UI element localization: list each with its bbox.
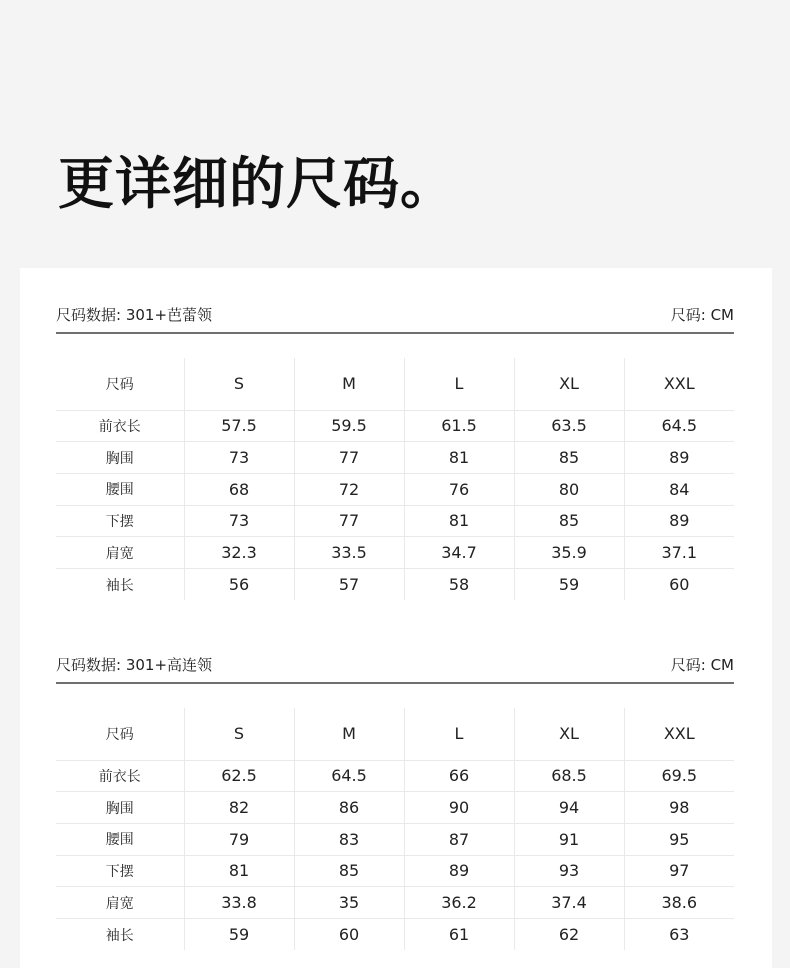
header-divider — [56, 332, 734, 334]
measurement-label: 前衣长 — [56, 410, 184, 442]
size-chart-card — [20, 268, 772, 968]
size-section-high-collar — [56, 654, 734, 950]
measurement-value: 87 — [404, 823, 514, 855]
measurement-value: 38.6 — [624, 887, 734, 919]
measurement-value: 56 — [184, 568, 294, 600]
size-table — [56, 358, 734, 600]
section-header — [56, 304, 734, 324]
measurement-value: 94 — [514, 792, 624, 824]
table-row — [56, 918, 734, 950]
table-row — [56, 505, 734, 537]
column-header-label: 尺码 — [105, 726, 134, 743]
measurement-label: 腰围 — [56, 473, 184, 505]
unit-label: 尺码: CM — [670, 655, 734, 674]
measurement-value: 58 — [404, 568, 514, 600]
measurement-value: 60 — [294, 918, 404, 950]
measurement-value: 86 — [294, 792, 404, 824]
measurement-value: 82 — [184, 792, 294, 824]
measurement-value: 57.5 — [184, 410, 294, 442]
measurement-value: 59 — [514, 568, 624, 600]
measurement-value: 85 — [294, 855, 404, 887]
column-header-size: L — [404, 708, 514, 760]
measurement-value: 68.5 — [514, 760, 624, 792]
measurement-value: 73 — [184, 505, 294, 537]
measurement-value: 36.2 — [404, 887, 514, 919]
measurement-value: 90 — [404, 792, 514, 824]
measurement-value: 63.5 — [514, 410, 624, 442]
measurement-value: 93 — [514, 855, 624, 887]
measurement-label: 下摆 — [56, 505, 184, 537]
measurement-value: 59 — [184, 918, 294, 950]
measurement-value: 61.5 — [404, 410, 514, 442]
section-heading: 尺码数据: 301+高连领 — [56, 655, 213, 674]
measurement-value: 62.5 — [184, 760, 294, 792]
column-header-size: S — [184, 708, 294, 760]
measurement-value: 79 — [184, 823, 294, 855]
measurement-label: 腰围 — [56, 823, 184, 855]
measurement-label: 肩宽 — [56, 537, 184, 569]
measurement-value: 89 — [624, 505, 734, 537]
measurement-value: 98 — [624, 792, 734, 824]
measurement-label: 袖长 — [56, 568, 184, 600]
column-header-size: XXL — [624, 708, 734, 760]
size-table — [56, 708, 734, 950]
measurement-value: 68 — [184, 473, 294, 505]
page-title: 更详细的尺码。 — [58, 152, 457, 217]
measurement-value: 85 — [514, 505, 624, 537]
measurement-value: 64.5 — [624, 410, 734, 442]
measurement-value: 83 — [294, 823, 404, 855]
column-header-size: L — [404, 358, 514, 410]
table-row — [56, 410, 734, 442]
measurement-label: 袖长 — [56, 918, 184, 950]
measurement-value: 32.3 — [184, 537, 294, 569]
column-header-size: M — [294, 708, 404, 760]
measurement-label: 胸围 — [56, 792, 184, 824]
unit-label: 尺码: CM — [670, 305, 734, 324]
column-header-size: M — [294, 358, 404, 410]
column-header-size: XXL — [624, 358, 734, 410]
measurement-label: 肩宽 — [56, 887, 184, 919]
measurement-value: 89 — [404, 855, 514, 887]
measurement-value: 64.5 — [294, 760, 404, 792]
measurement-value: 57 — [294, 568, 404, 600]
measurement-label: 胸围 — [56, 442, 184, 474]
size-section-ballet-collar — [56, 304, 734, 600]
section-heading: 尺码数据: 301+芭蕾领 — [56, 305, 213, 324]
measurement-value: 81 — [184, 855, 294, 887]
table-header-row — [56, 358, 734, 410]
measurement-value: 34.7 — [404, 537, 514, 569]
table-row — [56, 473, 734, 505]
measurement-value: 80 — [514, 473, 624, 505]
column-header-size: S — [184, 358, 294, 410]
measurement-value: 72 — [294, 473, 404, 505]
measurement-value: 91 — [514, 823, 624, 855]
table-row — [56, 537, 734, 569]
measurement-value: 37.4 — [514, 887, 624, 919]
measurement-value: 33.5 — [294, 537, 404, 569]
measurement-value: 81 — [404, 442, 514, 474]
table-row — [56, 568, 734, 600]
column-header-size: XL — [514, 708, 624, 760]
section-header — [56, 654, 734, 674]
measurement-value: 95 — [624, 823, 734, 855]
measurement-label: 下摆 — [56, 855, 184, 887]
measurement-value: 35.9 — [514, 537, 624, 569]
table-row — [56, 823, 734, 855]
measurement-value: 63 — [624, 918, 734, 950]
measurement-value: 85 — [514, 442, 624, 474]
measurement-value: 35 — [294, 887, 404, 919]
table-row — [56, 442, 734, 474]
measurement-value: 60 — [624, 568, 734, 600]
table-header-row — [56, 708, 734, 760]
table-row — [56, 855, 734, 887]
table-row — [56, 792, 734, 824]
table-row — [56, 760, 734, 792]
measurement-value: 69.5 — [624, 760, 734, 792]
measurement-value: 33.8 — [184, 887, 294, 919]
measurement-value: 76 — [404, 473, 514, 505]
measurement-value: 97 — [624, 855, 734, 887]
measurement-value: 66 — [404, 760, 514, 792]
measurement-value: 84 — [624, 473, 734, 505]
measurement-label: 前衣长 — [56, 760, 184, 792]
measurement-value: 77 — [294, 505, 404, 537]
measurement-value: 37.1 — [624, 537, 734, 569]
table-row — [56, 887, 734, 919]
measurement-value: 59.5 — [294, 410, 404, 442]
measurement-value: 77 — [294, 442, 404, 474]
measurement-value: 73 — [184, 442, 294, 474]
column-header-label: 尺码 — [105, 376, 134, 393]
measurement-value: 81 — [404, 505, 514, 537]
measurement-value: 62 — [514, 918, 624, 950]
column-header-size: XL — [514, 358, 624, 410]
measurement-value: 61 — [404, 918, 514, 950]
measurement-value: 89 — [624, 442, 734, 474]
header-divider — [56, 682, 734, 684]
